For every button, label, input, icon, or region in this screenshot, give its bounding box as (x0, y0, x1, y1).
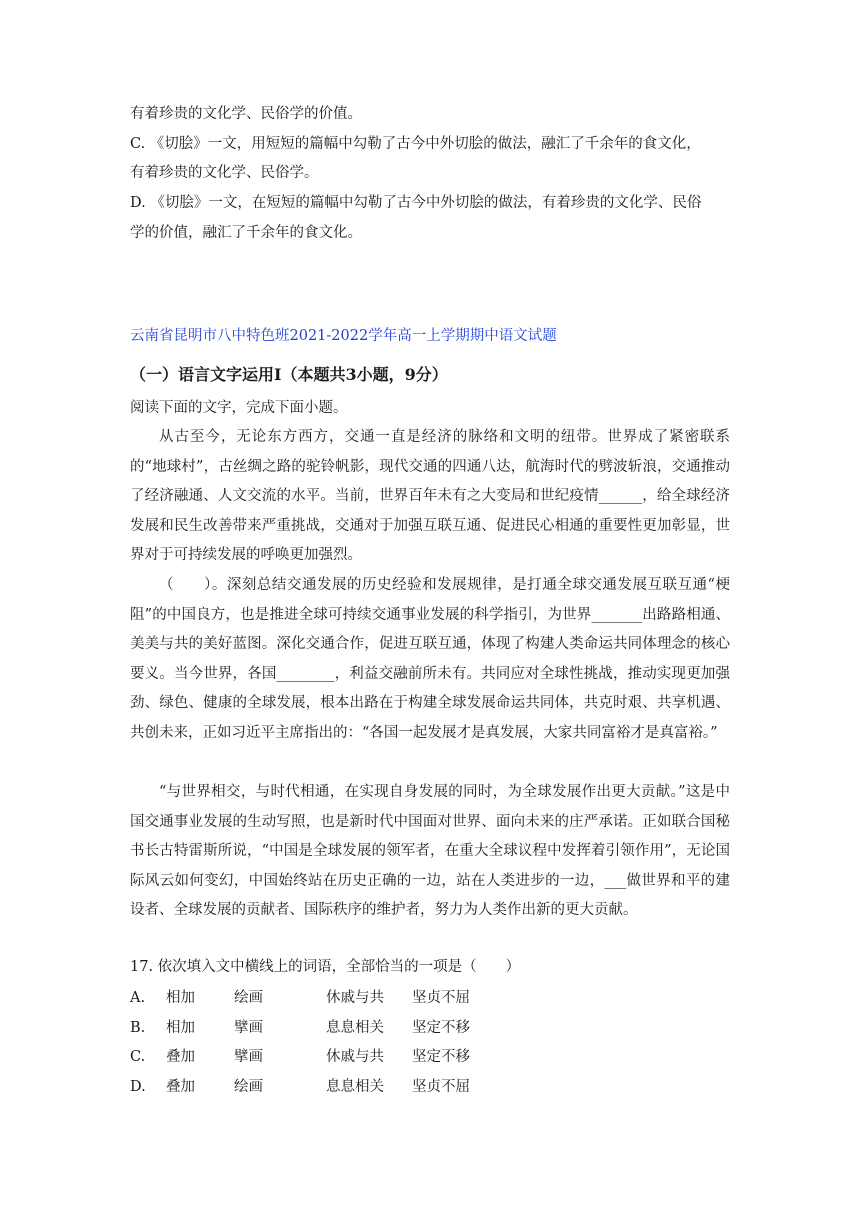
section-heading: （一）语言文字运用Ⅰ（本题共3小题，9分） (130, 365, 448, 384)
option-word-2: 擘画 (234, 1049, 263, 1065)
answer-option-b[interactable] (130, 1018, 470, 1038)
option-letter: B. (130, 1020, 146, 1036)
option-word-4: 坚定不移 (412, 1049, 470, 1065)
passage-paragraph-2: （ ）。深刻总结交通发展的历史经验和发展规律，是打通全球交通发展互联互通“梗阻”的中国良方，也是推进全球可持续交通事业发展的科学指引，为世界_______出路路相通、美美与共的美好蓝图。深化交通合作，促进互联互通，体现了构建人类命运共同体理念的核心要义。当今世界，各国________，利益交融前所未有。共同应对全球性挑战，推动实现更加强劲、绿色、健康的全球发展，根本出路在于构建全球发展命运共同体，共克时艰、共享机遇、共创未来，正如习近平主席指出的：“各国一起发展才是真发展，大家共同富裕才是真富裕。” (130, 577, 730, 741)
question-stem: 17. 依次填入文中横线上的词语，全部恰当的一项是（ ） (130, 959, 521, 975)
option-letter: C. (130, 1049, 146, 1065)
option-d-line-1: D. 《切脍》一文，在短短的篇幅中勾勒了古今中外切脍的做法，有着珍贵的文化学、民俗 (130, 195, 702, 211)
option-b-continuation: 有着珍贵的文化学、民俗学的价值。 (130, 106, 362, 122)
exam-title-link[interactable]: 云南省昆明市八中特色班2021-2022学年高一上学期期中语文试题 (130, 328, 557, 344)
option-word-1: 相加 (166, 1020, 195, 1036)
option-letter: A. (130, 990, 146, 1006)
option-word-4: 坚定不移 (412, 1020, 470, 1036)
option-word-3: 休戚与共 (326, 1049, 384, 1065)
option-word-1: 叠加 (166, 1079, 195, 1095)
answer-option-a[interactable] (130, 988, 470, 1008)
passage-paragraph-1: 从古至今，无论东方西方，交通一直是经济的脉络和文明的纽带。世界成了紧密联系的“地球村”，古丝绸之路的驼铃帆影，现代交通的四通八达，航海时代的劈波斩浪，交通推动了经济融通、人文交流的水平。当前，世界百年未有之大变局和世纪疫情______，给全球经济发展和民生改善带来严重挑战，交通对于加强互联互通、促进民心相通的重要性更加彰显，世界对于可持续发展的呼唤更加强烈。 (130, 429, 730, 564)
passage-paragraph-3: “与世界相交，与时代相通，在实现自身发展的同时，为全球发展作出更大贡献。”这是中国交通事业发展的生动写照，也是新时代中国面对世界、面向未来的庄严承诺。正如联合国秘书长古特雷斯所说，“中国是全球发展的领军者，在重大全球议程中发挥着引领作用”，无论国际风云如何变幻，中国始终站在历史正确的一边，站在人类进步的一边，___做世界和平的建设者、全球发展的贡献者、国际秩序的维护者，努力为人类作出新的更大贡献。 (130, 784, 730, 919)
answer-option-c[interactable] (130, 1047, 470, 1067)
option-c-line-1: C. 《切脍》一文，用短短的篇幅中勾勒了古今中外切脍的做法，融汇了千余年的食文化， (130, 136, 701, 152)
option-c-line-2: 有着珍贵的文化学、民俗学。 (130, 165, 319, 181)
option-word-3: 休戚与共 (326, 990, 384, 1006)
answer-option-d[interactable] (130, 1077, 470, 1097)
option-word-2: 绘画 (234, 990, 263, 1006)
option-word-1: 相加 (166, 990, 195, 1006)
option-d-line-2: 学的价值，融汇了千余年的食文化。 (130, 225, 362, 241)
option-word-3: 息息相关 (326, 1020, 384, 1036)
option-word-4: 坚贞不屈 (412, 1079, 470, 1095)
reading-instruction: 阅读下面的文字，完成下面小题。 (130, 400, 348, 416)
option-word-3: 息息相关 (326, 1079, 384, 1095)
option-word-1: 叠加 (166, 1049, 195, 1065)
option-letter: D. (130, 1079, 146, 1095)
option-word-2: 绘画 (234, 1079, 263, 1095)
option-word-2: 擘画 (234, 1020, 263, 1036)
option-word-4: 坚贞不屈 (412, 990, 470, 1006)
